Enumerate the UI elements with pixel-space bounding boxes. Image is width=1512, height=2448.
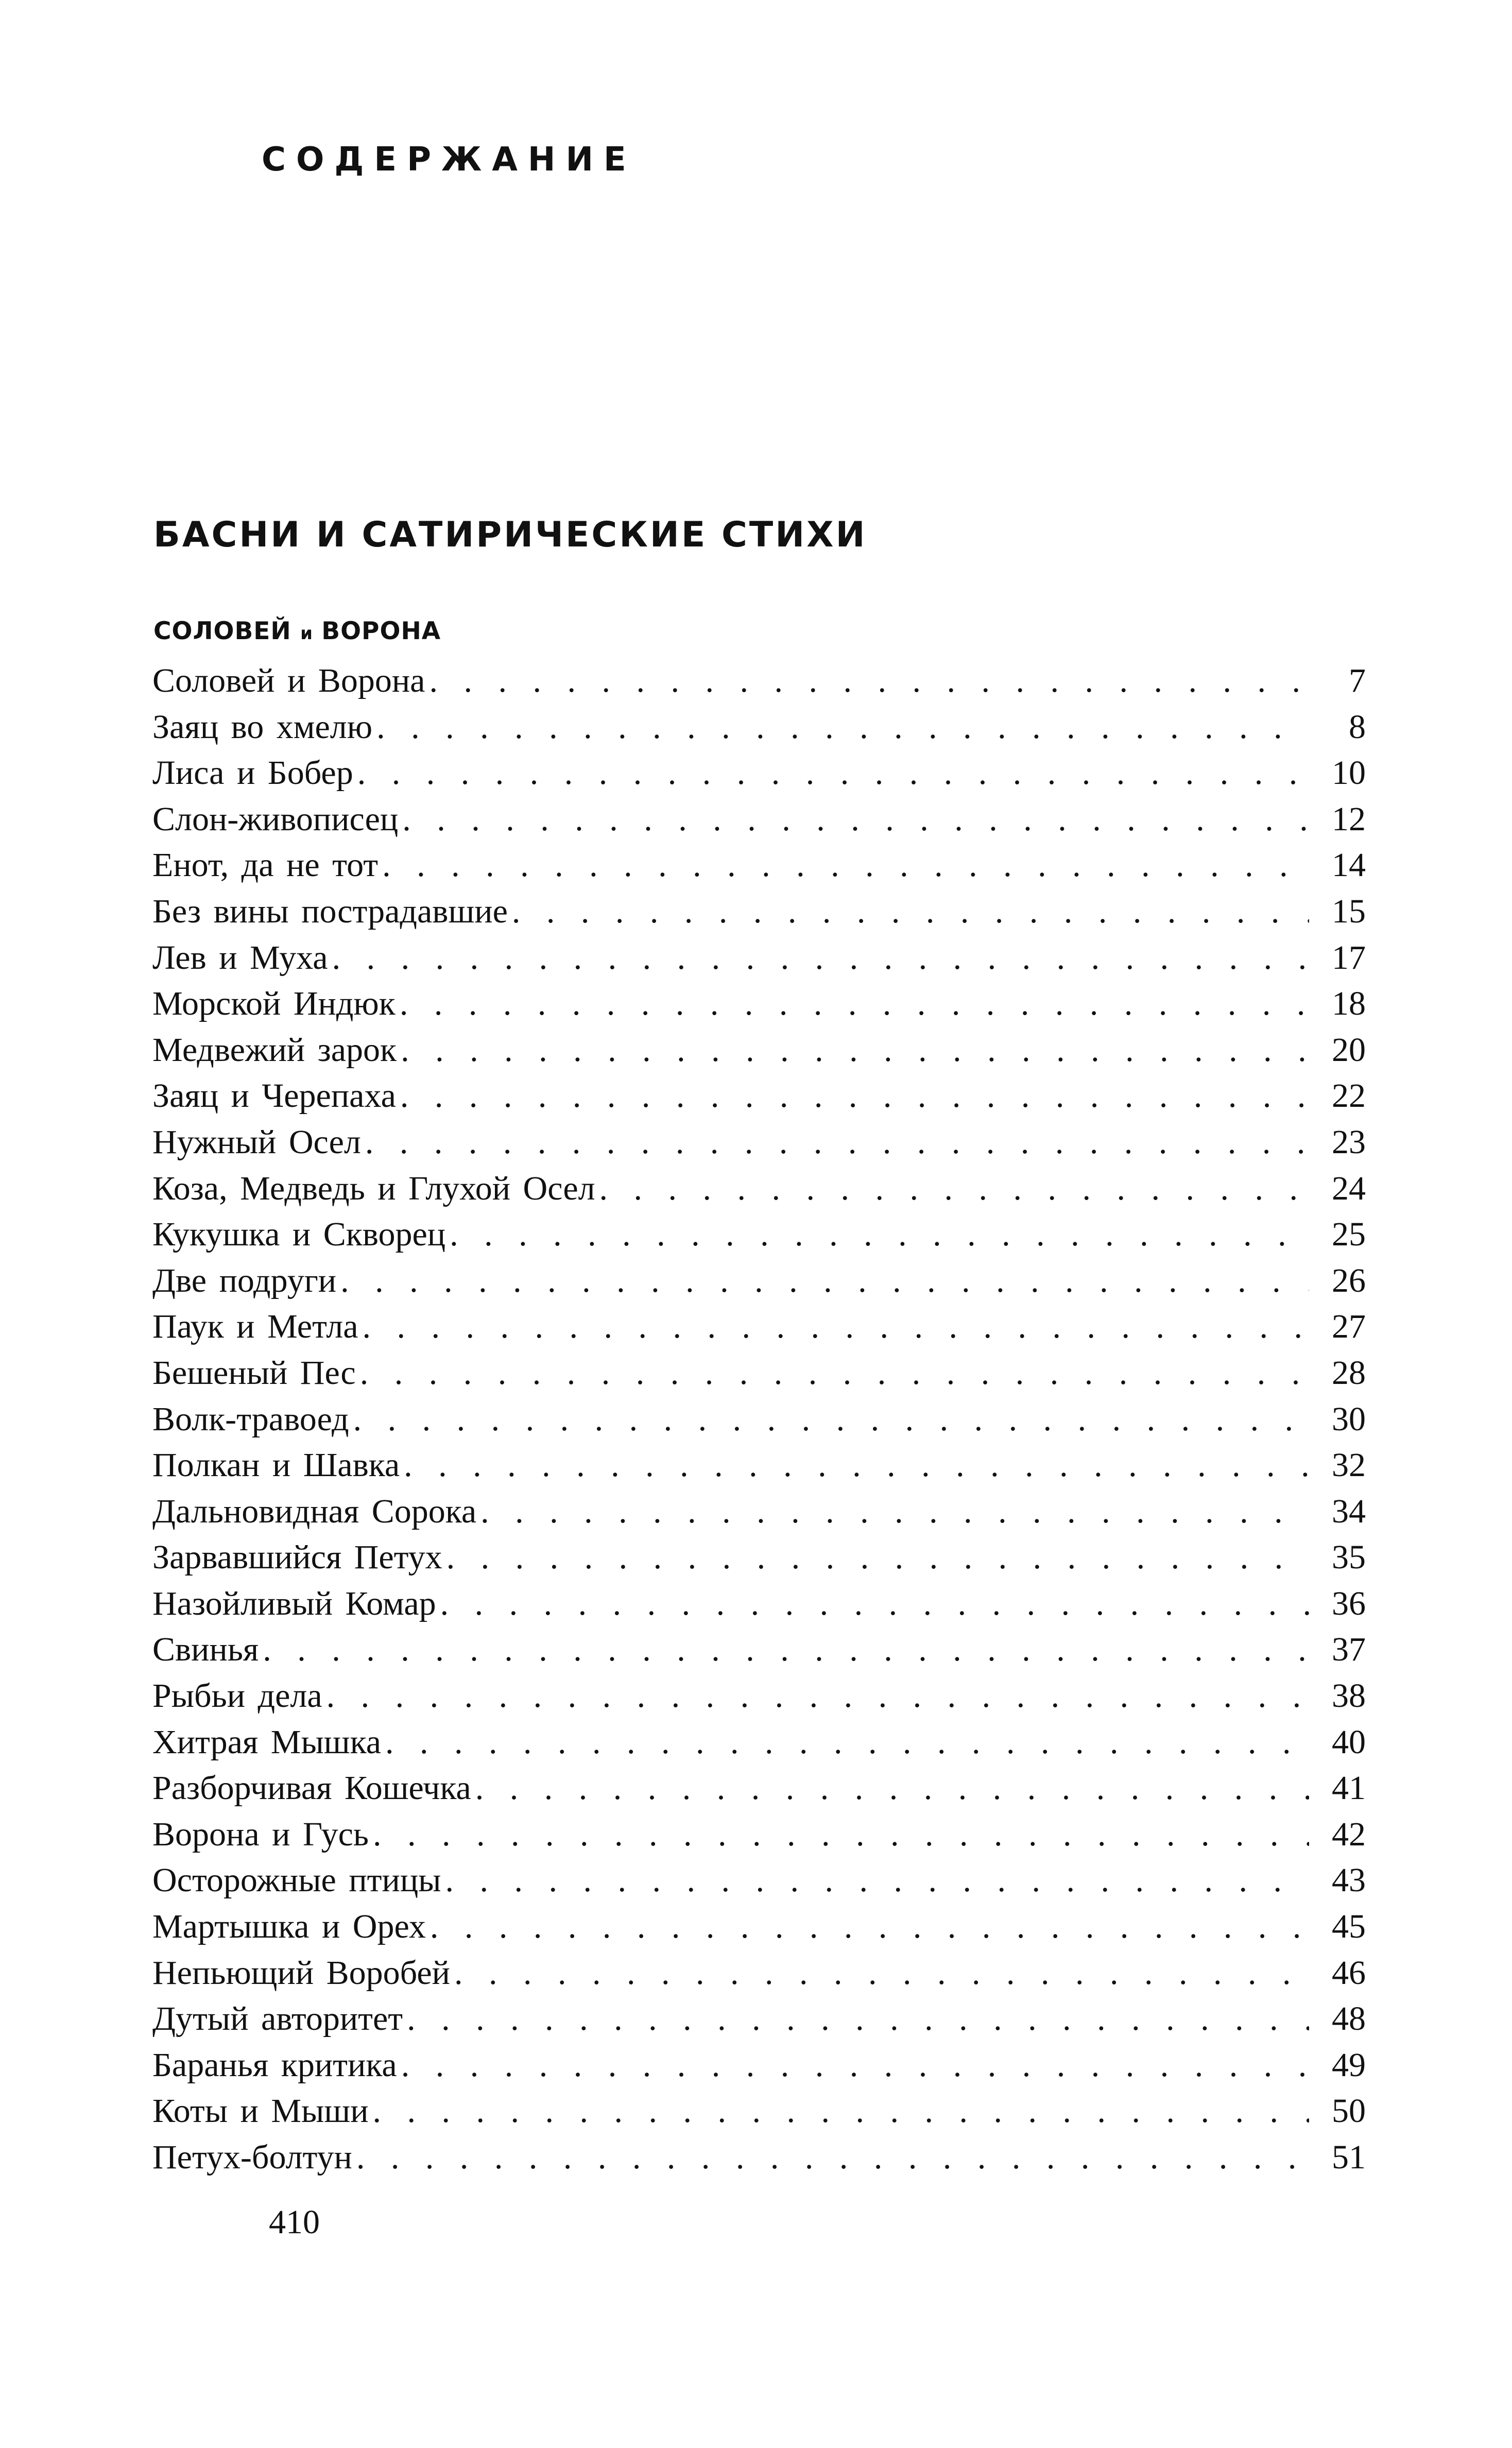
dot-leader [445, 1857, 1310, 1904]
dot-leader [480, 1488, 1309, 1535]
toc-entry-title: Нужный Осел [152, 1123, 361, 1161]
toc-entry [152, 1211, 1366, 1258]
toc-entry-page: 42 [1332, 1815, 1366, 1853]
toc-entry [152, 1996, 1366, 2042]
toc-entry-title: Непьющий Воробей [152, 1954, 450, 1992]
subsection-heading-conjunction: и [300, 623, 313, 644]
toc-entry [152, 1166, 1366, 1212]
toc-entry-page: 27 [1332, 1308, 1366, 1346]
toc-entry [152, 1488, 1366, 1535]
toc-entry-title: Медвежий зарок [152, 1031, 397, 1069]
toc-entry [152, 2042, 1366, 2088]
dot-leader [407, 1996, 1309, 2042]
toc-entry-title: Хитрая Мышка [152, 1723, 381, 1761]
toc-entry-page: 18 [1332, 985, 1366, 1023]
toc-entry-title: Зарвавшийся Петух [152, 1538, 442, 1577]
toc-entry-page: 32 [1332, 1446, 1366, 1484]
toc-entry-page: 41 [1332, 1769, 1366, 1807]
toc-entry-page: 36 [1332, 1584, 1366, 1622]
dot-leader [446, 1534, 1309, 1581]
toc-entry-page: 28 [1332, 1354, 1366, 1392]
toc-entry-title: Коты и Мыши [152, 2092, 369, 2130]
toc-entry-title: Две подруги [152, 1261, 337, 1299]
toc-entry [152, 1534, 1366, 1581]
dot-leader [599, 1166, 1309, 1212]
toc-entry [152, 1350, 1366, 1396]
toc-entry-page: 7 [1349, 662, 1366, 699]
toc-entry-title: Лев и Муха [152, 938, 328, 977]
page-title: СОДЕРЖАНИЕ [262, 141, 637, 179]
dot-leader [430, 1904, 1309, 1950]
toc-entry-page: 30 [1332, 1400, 1366, 1438]
toc-entry-page: 22 [1332, 1077, 1366, 1115]
toc-entry [152, 796, 1366, 843]
toc-entry-page: 8 [1349, 708, 1366, 746]
toc-entry [152, 1765, 1366, 1811]
toc-entry [152, 1442, 1366, 1488]
toc-entry-title: Баранья критика [152, 2046, 397, 2084]
toc-entry-title: Дутый авторитет [152, 2000, 403, 2038]
toc-entry-title: Енот, да не тот [152, 846, 379, 884]
subsection-heading-second: ВОРОНА [321, 617, 441, 645]
toc-entry-title: Слон-живописец [152, 800, 399, 838]
toc-entry-title: Свинья [152, 1631, 259, 1669]
dot-leader [450, 1211, 1309, 1258]
dot-leader [365, 1119, 1309, 1166]
toc-entry-page: 50 [1332, 2092, 1366, 2130]
toc-entry-page: 35 [1332, 1538, 1366, 1577]
toc-entry [152, 1673, 1366, 1719]
toc-entry-page: 12 [1332, 800, 1366, 838]
dot-leader [373, 2088, 1309, 2134]
toc-entry [152, 1950, 1366, 1996]
toc-entry [152, 888, 1366, 935]
toc-entry-page: 51 [1332, 2138, 1366, 2176]
dot-leader [429, 658, 1309, 704]
dot-leader [512, 888, 1309, 935]
toc-entry-page: 20 [1332, 1031, 1366, 1069]
toc-entry-page: 37 [1332, 1631, 1366, 1669]
toc-entry-title: Разборчивая Кошечка [152, 1769, 471, 1807]
dot-leader [400, 1073, 1309, 1119]
subsection-heading-first: СОЛОВЕЙ [153, 617, 291, 645]
toc-entry-title: Морской Индюк [152, 985, 396, 1023]
toc-entry [152, 1258, 1366, 1304]
toc-entry-page: 45 [1332, 1908, 1366, 1946]
dot-leader [376, 704, 1309, 750]
toc-entry [152, 1304, 1366, 1350]
toc-entry-page: 26 [1332, 1261, 1366, 1299]
toc-entry-page: 48 [1332, 2000, 1366, 2038]
dot-leader [401, 2042, 1309, 2088]
toc-entry [152, 1627, 1366, 1673]
toc-entry-title: Бешеный Пес [152, 1354, 356, 1392]
dot-leader [373, 1811, 1309, 1858]
dot-leader [263, 1627, 1309, 1673]
toc-entry [152, 1027, 1366, 1073]
toc-entry [152, 1581, 1366, 1627]
dot-leader [454, 1950, 1309, 1996]
dot-leader [332, 935, 1309, 981]
dot-leader [440, 1581, 1309, 1627]
toc-entry [152, 1719, 1366, 1766]
toc-entry [152, 1073, 1366, 1119]
toc-entry [152, 1119, 1366, 1166]
toc-entry-title: Заяц во хмелю [152, 708, 373, 746]
toc-entry-title: Кукушка и Скворец [152, 1216, 446, 1254]
dot-leader [475, 1765, 1309, 1811]
dot-leader [360, 1350, 1309, 1396]
toc-entry-page: 34 [1332, 1492, 1366, 1530]
dot-leader [327, 1673, 1309, 1719]
dot-leader [400, 981, 1309, 1027]
toc-entry [152, 2134, 1366, 2181]
toc-entry-page: 10 [1332, 754, 1366, 792]
toc-entry-title: Дальновидная Сорока [152, 1492, 477, 1530]
dot-leader [356, 2134, 1309, 2181]
toc-entry [152, 1396, 1366, 1443]
toc-entry-title: Осторожные птицы [152, 1861, 441, 1899]
toc-entry-title: Рыбьи дела [152, 1677, 322, 1715]
toc-entry-page: 46 [1332, 1954, 1366, 1992]
toc-entry [152, 842, 1366, 888]
dot-leader [340, 1258, 1309, 1304]
toc-entry-page: 49 [1332, 2046, 1366, 2084]
dot-leader [404, 1442, 1309, 1488]
dot-leader [353, 1396, 1309, 1443]
toc-entry [152, 1811, 1366, 1858]
toc-entry-page: 23 [1332, 1123, 1366, 1161]
toc-entry-title: Мартышка и Орех [152, 1908, 426, 1946]
dot-leader [402, 796, 1309, 843]
toc-entry-title: Лиса и Бобер [152, 754, 353, 792]
toc-entry-page: 15 [1332, 892, 1366, 930]
page-number: 410 [269, 2203, 320, 2241]
toc-entry-title: Петух-болтун [152, 2138, 352, 2176]
toc-entry [152, 704, 1366, 750]
toc-entry [152, 935, 1366, 981]
toc-entry [152, 981, 1366, 1027]
toc-entry [152, 750, 1366, 796]
toc-list [152, 658, 1366, 2181]
subsection-heading [153, 619, 441, 643]
toc-entry-page: 17 [1332, 938, 1366, 977]
toc-entry-page: 24 [1332, 1169, 1366, 1207]
toc-entry-page: 25 [1332, 1216, 1366, 1254]
dot-leader [382, 842, 1309, 888]
section-heading: БАСНИ И САТИРИЧЕСКИЕ СТИХИ [153, 515, 867, 555]
toc-entry-title: Без вины пострадавшие [152, 892, 508, 930]
toc-entry-page: 38 [1332, 1677, 1366, 1715]
toc-entry [152, 1904, 1366, 1950]
toc-entry-title: Волк-травоед [152, 1400, 349, 1438]
dot-leader [385, 1719, 1309, 1766]
toc-entry-title: Соловей и Ворона [152, 662, 425, 699]
toc-entry [152, 2088, 1366, 2134]
toc-entry-title: Заяц и Черепаха [152, 1077, 396, 1115]
toc-entry-page: 14 [1332, 846, 1366, 884]
toc-entry [152, 1857, 1366, 1904]
toc-entry [152, 658, 1366, 704]
toc-entry-title: Полкан и Шавка [152, 1446, 400, 1484]
toc-entry-title: Ворона и Гусь [152, 1815, 369, 1853]
toc-entry-page: 40 [1332, 1723, 1366, 1761]
toc-entry-title: Паук и Метла [152, 1308, 358, 1346]
dot-leader [357, 750, 1309, 796]
toc-entry-page: 43 [1332, 1861, 1366, 1899]
dot-leader [363, 1304, 1309, 1350]
toc-entry-title: Коза, Медведь и Глухой Осел [152, 1169, 595, 1207]
dot-leader [401, 1027, 1309, 1073]
toc-entry-title: Назойливый Комар [152, 1584, 436, 1622]
